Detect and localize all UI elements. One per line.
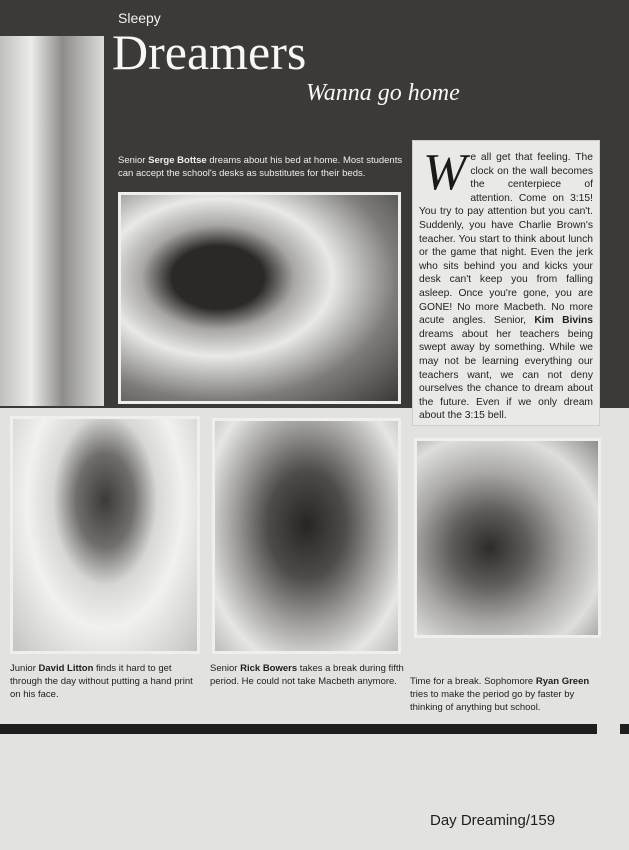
divider-rule [0, 724, 597, 734]
photo-left-edge [0, 36, 104, 406]
photo-ryan-green [414, 438, 601, 638]
caption-name: David Litton [38, 663, 94, 674]
page-kicker: Sleepy [118, 10, 161, 26]
page-subtitle: Wanna go home [306, 80, 460, 106]
caption-rick-bowers [210, 662, 406, 688]
story-dropcap: W [423, 144, 467, 201]
caption-text: Time for a break. Sophomore [410, 676, 536, 687]
caption-text: takes a break during fifth period. He could not take Macbeth anymore. [210, 663, 404, 687]
story-text: e all get that feeling. The clock on the wall becomes the centerpiece of attention. Come on 3:15! You try to pay attention but you can't. Suddenly, you have Charlie Brown's teacher. You start to think about lunch or the game that night. Even the jerk who sits behind you and kicks your desk can't keep you from falling asleep. Once you're gone, you are GONE! No more Macbeth. No more acute angles. Senior, [419, 152, 593, 327]
page-title: Dreamers [112, 24, 307, 80]
caption-name: Serge Bottse [148, 155, 207, 166]
caption-david-litton [10, 662, 202, 701]
caption-text: tries to make the period go by faster by thinking of anything but school. [410, 689, 575, 713]
caption-text: Senior [210, 663, 241, 674]
caption-name: Ryan Green [535, 676, 590, 687]
caption-ryan-green [410, 675, 605, 714]
caption-text: dreams about his bed at home. Most students can accept the school's desks as substitutes for their beds. [118, 155, 403, 179]
divider-rule-end [620, 724, 629, 734]
caption-text: Senior [118, 155, 149, 166]
story-text: dreams about her teachers being swept away by something. While we may not be learning everything our teachers want, we can not deny ourselves the chance to dream about the future. Even if we only dream about the 3:15 bell. [419, 328, 593, 422]
photo-david-litton [10, 416, 200, 654]
page-folio: Day Dreaming/159 [430, 812, 556, 829]
photo-main [118, 192, 401, 404]
photo-rick-bowers [212, 418, 401, 654]
caption-main [118, 154, 403, 180]
caption-text: finds it hard to get through the day without putting a hand print on his face. [10, 663, 193, 700]
story-box [412, 140, 600, 426]
caption-name: Rick Bowers [240, 663, 298, 674]
story-name: Kim Bivins [534, 315, 593, 327]
caption-text: Junior [10, 663, 39, 674]
